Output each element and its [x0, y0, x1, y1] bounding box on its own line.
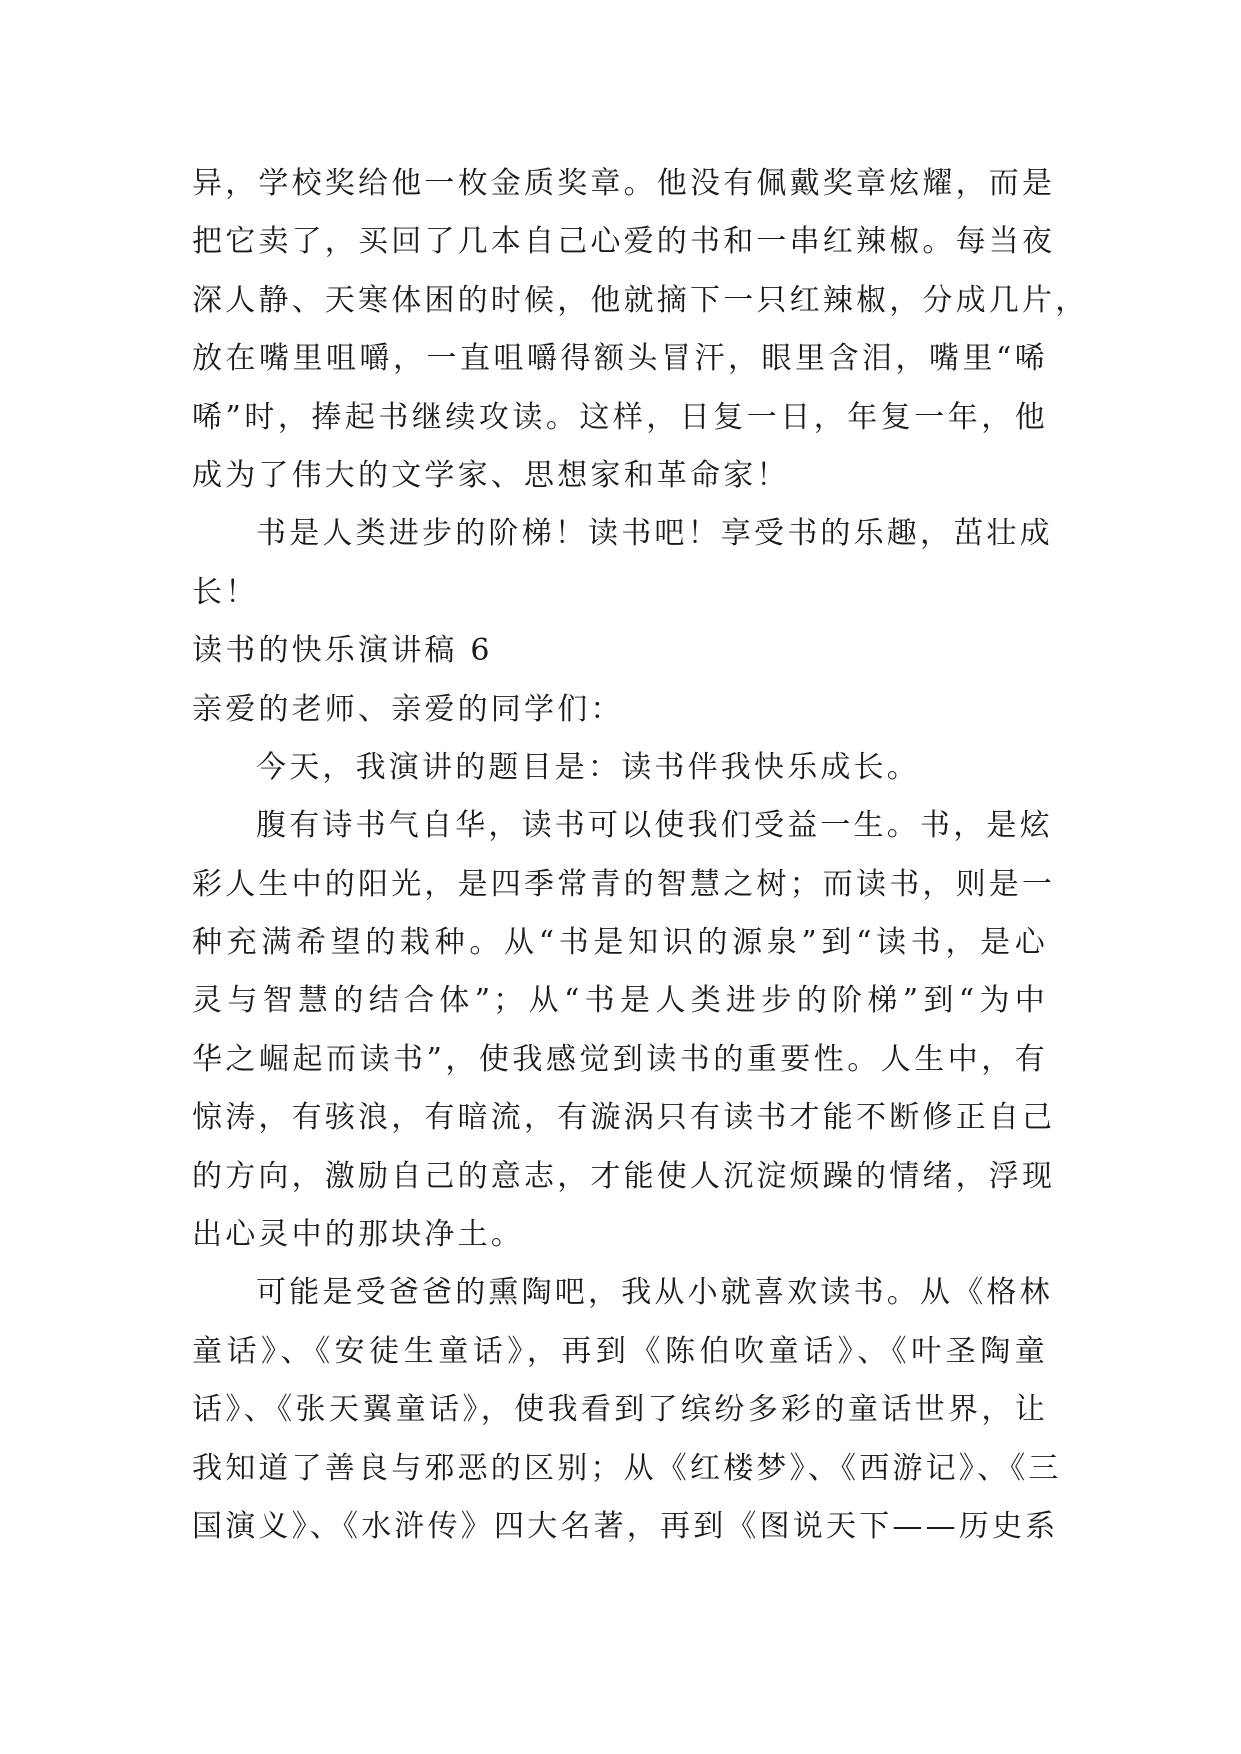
text-line: 出心灵中的那块净土。	[192, 1217, 524, 1253]
text-line: 成为了伟大的文学家、思想家和革命家！	[192, 457, 790, 493]
text-line: 种充满希望的栽种。从“书是知识的源泉”到“读书，是心	[192, 925, 1048, 961]
text-line: 童话》、《安徒生童话》，再到《陈伯吹童话》、《叶圣陶童	[192, 1333, 1048, 1369]
text-line: 放在嘴里咀嚼，一直咀嚼得额头冒汗，眼里含泪，嘴里“唏	[192, 341, 1048, 377]
text-line: 今天，我演讲的题目是：读书伴我快乐成长。	[256, 749, 920, 785]
text-line: 书是人类进步的阶梯！读书吧！享受书的乐趣，茁壮成	[256, 516, 1053, 552]
text-line: 灵与智慧的结合体”；从“书是人类进步的阶梯”到“为中	[192, 983, 1049, 1019]
text-line: 彩人生中的阳光，是四季常青的智慧之树；而读书，则是一	[192, 866, 1056, 902]
text-line: 我知道了善良与邪恶的区别；从《红楼梦》、《西游记》、《三	[192, 1450, 1062, 1486]
text-line: 长！	[192, 574, 259, 610]
text-line: 话》、《张天翼童话》，使我看到了缤纷多彩的童话世界，让	[192, 1392, 1048, 1428]
text-line: 腹有诗书气自华，读书可以使我们受益一生。书，是炫	[256, 808, 1053, 844]
text-line: 把它卖了，买回了几本自己心爱的书和一串红辣椒。每当夜	[192, 224, 1056, 260]
body-text	[192, 155, 1089, 1556]
text-line: 唏”时，捧起书继续攻读。这样，日复一日，年复一年，他	[192, 399, 1048, 435]
text-line: 可能是受爸爸的熏陶吧，我从小就喜欢读书。从《格林	[256, 1275, 1053, 1311]
text-line: 深人静、天寒体困的时候，他就摘下一只红辣椒，分成几片，	[192, 282, 1089, 318]
text-line: 华之崛起而读书”，使我感觉到读书的重要性。人生中，有	[192, 1041, 1048, 1077]
text-line: 惊涛，有骇浪，有暗流，有漩涡只有读书才能不断修正自己	[192, 1100, 1056, 1136]
salutation: 亲爱的老师、亲爱的同学们：	[192, 691, 624, 727]
section-heading: 读书的快乐演讲稿 6	[192, 633, 493, 669]
text-line: 国演义》、《水浒传》四大名著，再到《图说天下——历史系	[192, 1508, 1059, 1544]
text-line: 异，学校奖给他一枚金质奖章。他没有佩戴奖章炫耀，而是	[192, 166, 1056, 201]
text-line: 的方向，激励自己的意志，才能使人沉淀烦躁的情绪，浮现	[192, 1158, 1056, 1194]
